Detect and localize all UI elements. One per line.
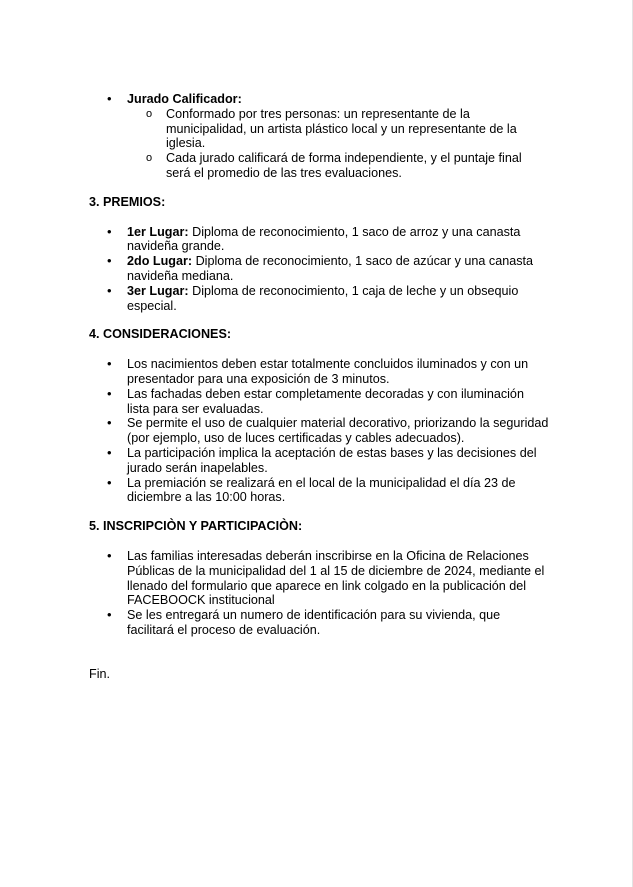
premio-item-2 <box>127 254 549 284</box>
section-heading-consideraciones: 4. CONSIDERACIONES: <box>89 327 232 342</box>
premio-text: Diploma de reconocimiento, 1 saco de arroz y una canasta navideña grande. <box>127 224 521 254</box>
jurado-subitem-2 <box>166 151 549 181</box>
document-body <box>89 92 549 682</box>
consideracion-item <box>127 357 549 387</box>
consideracion-text: Las fachadas deben estar completamente decoradas y con iluminación lista para ser evaluadas. <box>127 386 524 416</box>
jurado-subitem-text: Cada jurado calificará de forma independiente, y el puntaje final será el promedio de las tres evaluaciones. <box>166 151 522 180</box>
jurado-list <box>89 92 549 181</box>
consideracion-text: Los nacimientos deben estar totalmente concluidos iluminados y con un presentador para una exposición de 3 minutos. <box>127 357 529 386</box>
inscripcion-text: Las familias interesadas deberán inscribirse en la Oficina de Relaciones Públicas de la municipalidad del 1 al 15 de diciembre de 2024, mediante el llenado del formulario que aparece en link colgado en la publicación del FACEBOOCK institucional <box>127 548 545 608</box>
jurado-subitem-1 <box>166 107 549 151</box>
consideracion-text: La participación implica la aceptación de estas bases y las decisiones del jurado serán inapelables. <box>127 445 537 475</box>
consideracion-item <box>127 446 549 476</box>
premio-item-1 <box>127 225 549 255</box>
premio-item-3 <box>127 284 549 314</box>
premio-text: Diploma de reconocimiento, 1 saco de azúcar y una canasta navideña mediana. <box>127 254 534 283</box>
closing-text: Fin. <box>89 666 110 681</box>
premio-label: 1er Lugar: <box>127 224 189 239</box>
inscripcion-list <box>89 549 549 638</box>
consideracion-text: Se permite el uso de cualquier material decorativo, priorizando la seguridad (por ejemplo, uso de luces certificadas y cables adecuados). <box>127 416 549 446</box>
jurado-item <box>127 92 549 181</box>
consideracion-text: La premiación se realizará en el local de la municipalidad el día 23 de diciembre a las 10:00 horas. <box>127 475 516 505</box>
premios-list <box>89 225 549 314</box>
consideracion-item <box>127 387 549 417</box>
section-heading-premios: 3. PREMIOS: <box>89 194 166 209</box>
consideraciones-list <box>89 357 549 505</box>
jurado-sublist <box>127 107 549 181</box>
section-heading-inscripcion: 5. INSCRIPCIÒN Y PARTICIPACIÒN: <box>89 519 303 534</box>
consideracion-item <box>127 476 549 506</box>
jurado-label: Jurado Calificador: <box>127 92 242 106</box>
inscripcion-text: Se les entregará un numero de identificación para su vivienda, que facilitará el proceso de evaluación. <box>127 608 501 637</box>
premio-text: Diploma de reconocimiento, 1 caja de leche y un obsequio especial. <box>127 283 519 313</box>
jurado-subitem-text: Conformado por tres personas: un representante de la municipalidad, un artista plástico local y un representante de la iglesia. <box>166 106 517 151</box>
consideracion-item <box>127 416 549 446</box>
premio-label: 3er Lugar: <box>127 283 189 298</box>
premio-label: 2do Lugar: <box>127 254 193 269</box>
inscripcion-item <box>127 549 549 608</box>
inscripcion-item <box>127 608 549 638</box>
